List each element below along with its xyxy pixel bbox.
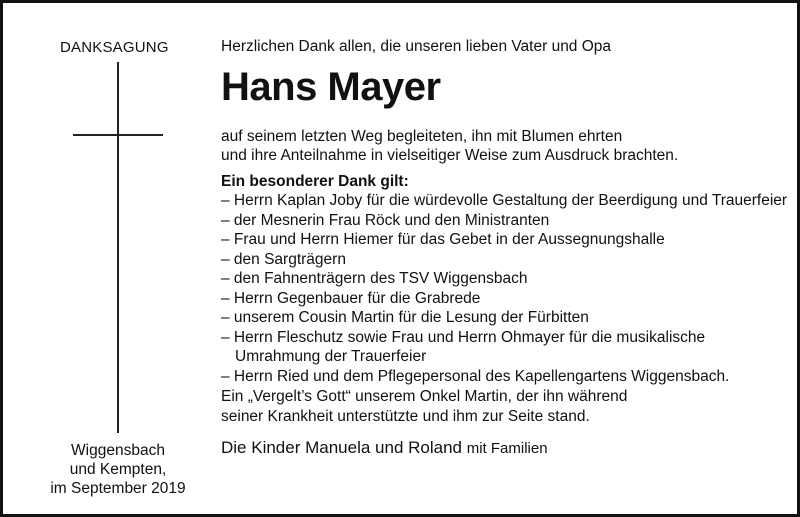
- list-item: – Herrn Fleschutz sowie Frau und Herrn Ohmayer für die musikalische Umrahmung der Trauerfeier: [221, 328, 706, 365]
- list-item: – den Sargträgern: [221, 250, 346, 268]
- list-item: – unserem Cousin Martin für die Lesung der Fürbitten: [221, 309, 589, 326]
- special-thanks-list: [221, 191, 791, 386]
- intro-text: Herzlichen Dank allen, die unseren lieben Vater und Opa: [221, 38, 612, 55]
- thanks-line: und ihre Anteilnahme in vielseitiger Weise zum Ausdruck brachten.: [221, 147, 679, 164]
- list-item: – Herrn Gegenbauer für die Grabrede: [221, 289, 481, 307]
- place-date: [33, 441, 203, 498]
- list-item: – den Fahnenträgern des TSV Wiggensbach: [221, 270, 528, 287]
- closing-line: seiner Krankheit unterstützte und ihm zur Seite stand.: [221, 407, 590, 425]
- deceased-name: Hans Mayer: [221, 64, 441, 109]
- closing-line: Ein „Vergelt’s Gott“ unserem Onkel Martin, der ihn während: [221, 388, 628, 405]
- notice-heading: DANKSAGUNG: [60, 39, 169, 56]
- place-line: und Kempten,: [69, 461, 167, 478]
- list-item: – Frau und Herrn Hiemer für das Gebet in der Aussegnungshalle: [221, 231, 665, 248]
- list-item: – der Mesnerin Frau Röck und den Ministranten: [221, 211, 550, 229]
- thanks-line: auf seinem letzten Weg begleiteten, ihn mit Blumen ehrten: [221, 127, 623, 145]
- list-item: – Herrn Ried und dem Pflegepersonal des Kapellengartens Wiggensbach.: [221, 367, 730, 385]
- thanks-paragraph: [221, 127, 791, 166]
- date-line: im September 2019: [50, 480, 186, 497]
- signature-suffix: mit Familien: [466, 440, 548, 457]
- notice-body: [221, 37, 791, 459]
- place-line: Wiggensbach: [71, 442, 165, 459]
- list-item: – Herrn Kaplan Joby für die würdevolle Gestaltung der Beerdigung und Trauerfeier: [221, 192, 788, 209]
- special-thanks-heading: Ein besonderer Dank gilt:: [221, 172, 409, 190]
- cross-icon-bar: [73, 134, 163, 136]
- signature: [221, 438, 791, 459]
- closing-paragraph: [221, 387, 791, 426]
- cross-icon: [117, 62, 119, 433]
- signature-names: Die Kinder Manuela und Roland: [221, 438, 462, 457]
